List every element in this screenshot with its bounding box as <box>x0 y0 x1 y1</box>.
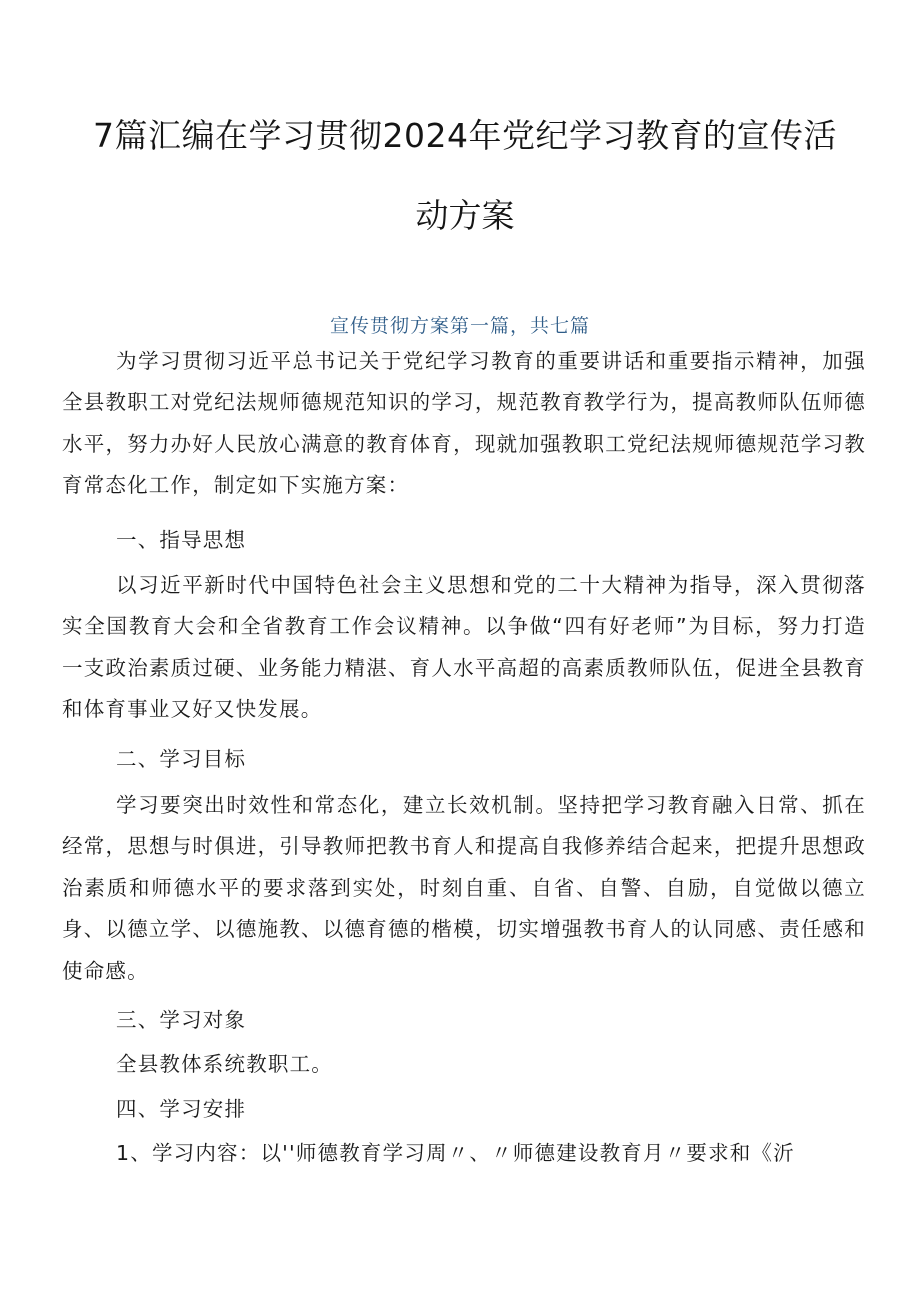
section-body-study-goals: 学习要突出时效性和常态化，建立长效机制。坚持把学习教育融入日常、抓在经常，思想与时俱进，引导教师把教书育人和提高自我修养结合起来，把提升思想政治素质和师德水平的要求落到实处，时刻自重、自省、自警、自励，自觉做以德立身、以德立学、以德施教、以德育德的楷模，切实增强教书育人的认同感、责任感和使命感。 <box>62 793 866 983</box>
section-body-study-arrangement: 1、学习内容：以''师德教育学习周〃、〃师德建设教育月〃要求和《沂 <box>116 1141 795 1165</box>
document-title-line-1: 7篇汇编在学习贯彻2024年党纪学习教育的宣传活 <box>93 116 837 155</box>
document-title-line-2: 动方案 <box>415 196 515 235</box>
section-heading-guiding-ideology: 一、指导思想 <box>116 528 247 552</box>
section-body-study-targets: 全县教体系统教职工。 <box>116 1052 333 1076</box>
section-heading-study-targets: 三、学习对象 <box>116 1008 247 1032</box>
document-subtitle: 宣传贯彻方案第一篇，共七篇 <box>329 315 590 337</box>
intro-paragraph: 为学习贯彻习近平总书记关于党纪学习教育的重要讲话和重要指示精神，加强全县教职工对党纪法规师德规范知识的学习，规范教育教学行为，提高教师队伍师德水平，努力办好人民放心满意的教育体育，现就加强教职工党纪法规师德规范学习教育常态化工作，制定如下实施方案： <box>62 349 866 498</box>
section-heading-study-arrangement: 四、学习安排 <box>116 1097 247 1121</box>
section-body-guiding-ideology: 以习近平新时代中国特色社会主义思想和党的二十大精神为指导，深入贯彻落实全国教育大会和全省教育工作会议精神。以争做“四有好老师”为目标，努力打造一支政治素质过硬、业务能力精湛、育人水平高超的高素质教师队伍，促进全县教育和体育事业又好又快发展。 <box>62 573 866 722</box>
section-heading-study-goals: 二、学习目标 <box>116 747 247 771</box>
